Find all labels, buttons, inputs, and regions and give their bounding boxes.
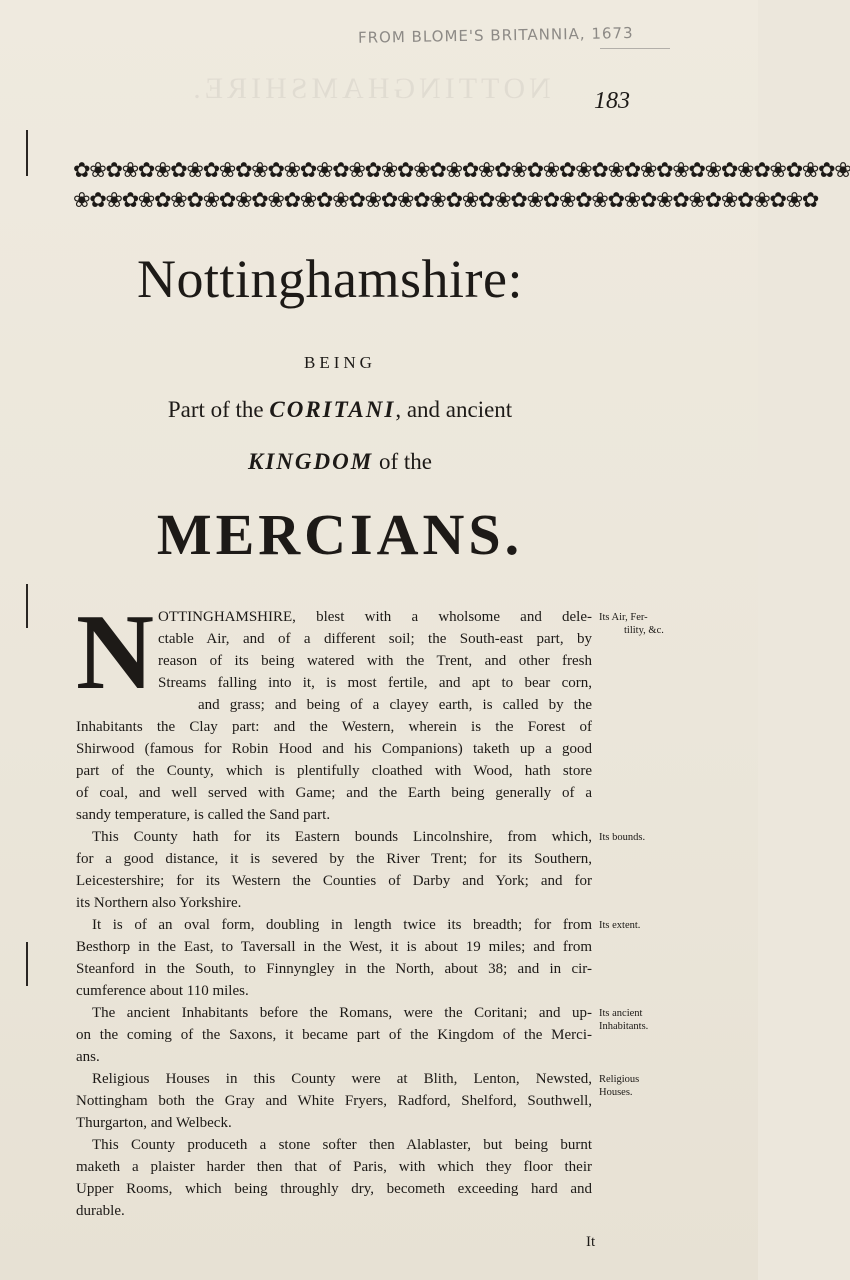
body-line: OTTINGHAMSHIRE, blest with a wholsome and dele- xyxy=(158,609,592,625)
drop-cap: N xyxy=(76,593,154,712)
body-line: Leicestershire; for its Western the Counties of Darby and York; and for xyxy=(76,873,592,889)
subtitle-kingdom: KINGDOM xyxy=(248,449,374,474)
subtitle-text: Part of the xyxy=(167,397,270,422)
subtitle-coritani: CORITANI xyxy=(269,397,396,422)
body-line: reason of its being watered with the Trent, and other fresh xyxy=(158,653,592,669)
margin-rule xyxy=(26,942,28,986)
body-line: sandy temperature, is called the Sand part. xyxy=(76,807,331,823)
heading-mercians: MERCIANS. xyxy=(156,502,524,567)
body-line: ctable Air, and of a different soil; the South-east part, by xyxy=(158,631,592,647)
body-line: and grass; and being of a clayey earth, is called by the xyxy=(198,697,592,713)
body-line: on the coming of the Saxons, it became part of the Kingdom of the Merci- xyxy=(76,1027,592,1043)
pencil-annotation: FROM BLOME'S BRITANNIA, 1673 xyxy=(357,23,634,47)
body-line: its Northern also Yorkshire. xyxy=(76,895,242,911)
margin-note: Its bounds. xyxy=(599,832,646,843)
margin-note: Religious xyxy=(599,1074,640,1085)
margin-note: Its Air, Fer- xyxy=(599,612,648,623)
margin-note: Inhabitants. xyxy=(599,1021,649,1032)
page-title: Nottinghamshire: xyxy=(137,249,523,309)
body-line: maketh a plaister harder then that of Paris, with which they floor their xyxy=(76,1159,592,1175)
margin-note: tility, &c. xyxy=(624,625,664,636)
subtitle-text: , and ancient xyxy=(395,397,513,422)
subtitle-text: of the xyxy=(373,449,432,474)
body-line: Shirwood (famous for Robin Hood and his Companions) taketh up a good xyxy=(76,741,592,757)
body-line: cumference about 110 miles. xyxy=(76,983,249,999)
ornament-band-top: ✿❀✿❀✿❀✿❀✿❀✿❀✿❀✿❀✿❀✿❀✿❀✿❀✿❀✿❀✿❀✿❀✿❀✿❀✿❀✿❀✿❀✿❀✿❀✿❀ xyxy=(73,158,850,182)
body-line: It is of an oval form, doubling in length twice its breadth; for from xyxy=(92,917,592,933)
catchword: It xyxy=(586,1234,596,1250)
subtitle-line-1 xyxy=(60,397,620,423)
body-line: The ancient Inhabitants before the Romans, were the Coritani; and up- xyxy=(92,1005,592,1021)
margin-note: Its ancient xyxy=(599,1008,643,1019)
margin-rule xyxy=(26,130,28,176)
body-line: This County hath for its Eastern bounds Lincolnshire, from which, xyxy=(92,829,592,845)
body-line: Thurgarton, and Welbeck. xyxy=(76,1115,232,1131)
ornament-band-bottom: ❀✿❀✿❀✿❀✿❀✿❀✿❀✿❀✿❀✿❀✿❀✿❀✿❀✿❀✿❀✿❀✿❀✿❀✿❀✿❀✿❀✿❀✿❀✿ xyxy=(73,188,819,212)
body-line: for a good distance, it is severed by the River Trent; for its Southern, xyxy=(76,851,592,867)
margin-note: Houses. xyxy=(599,1087,633,1098)
subtitle-being: BEING xyxy=(304,353,376,372)
margin-note: Its extent. xyxy=(599,920,641,931)
body-line: Streams falling into it, is most fertile, and apt to bear corn, xyxy=(158,675,592,691)
page-number: 183 xyxy=(594,88,630,114)
body-line: Steanford in the South, to Finnyngley in the North, about 38; and in cir- xyxy=(76,961,592,977)
body-line: durable. xyxy=(76,1203,125,1219)
body-line: of coal, and well served with Game; and the Earth being generally of a xyxy=(76,785,592,801)
show-through-text: NOTTINGHAMSHIRE. xyxy=(189,72,551,105)
subtitle-line-2 xyxy=(60,449,620,475)
body-line: ans. xyxy=(76,1049,100,1065)
pencil-underline xyxy=(600,48,670,49)
body-line: Religious Houses in this County were at Blith, Lenton, Newsted, xyxy=(92,1071,592,1087)
body-line: Inhabitants the Clay part: and the Western, wherein is the Forest of xyxy=(76,719,592,735)
body-line: Besthorp in the East, to Taversall in the West, it is about 19 miles; and from xyxy=(76,939,592,955)
body-line: This County produceth a stone softer then Alablaster, but being burnt xyxy=(92,1137,592,1153)
body-line: Upper Rooms, which being throughly dry, becometh exceeding hard and xyxy=(76,1181,592,1197)
body-line: Nottingham both the Gray and White Fryers, Radford, Shelford, Southwell, xyxy=(76,1093,592,1109)
margin-rule xyxy=(26,584,28,628)
body-line: part of the County, which is plentifully cloathed with Wood, hath store xyxy=(76,763,592,779)
